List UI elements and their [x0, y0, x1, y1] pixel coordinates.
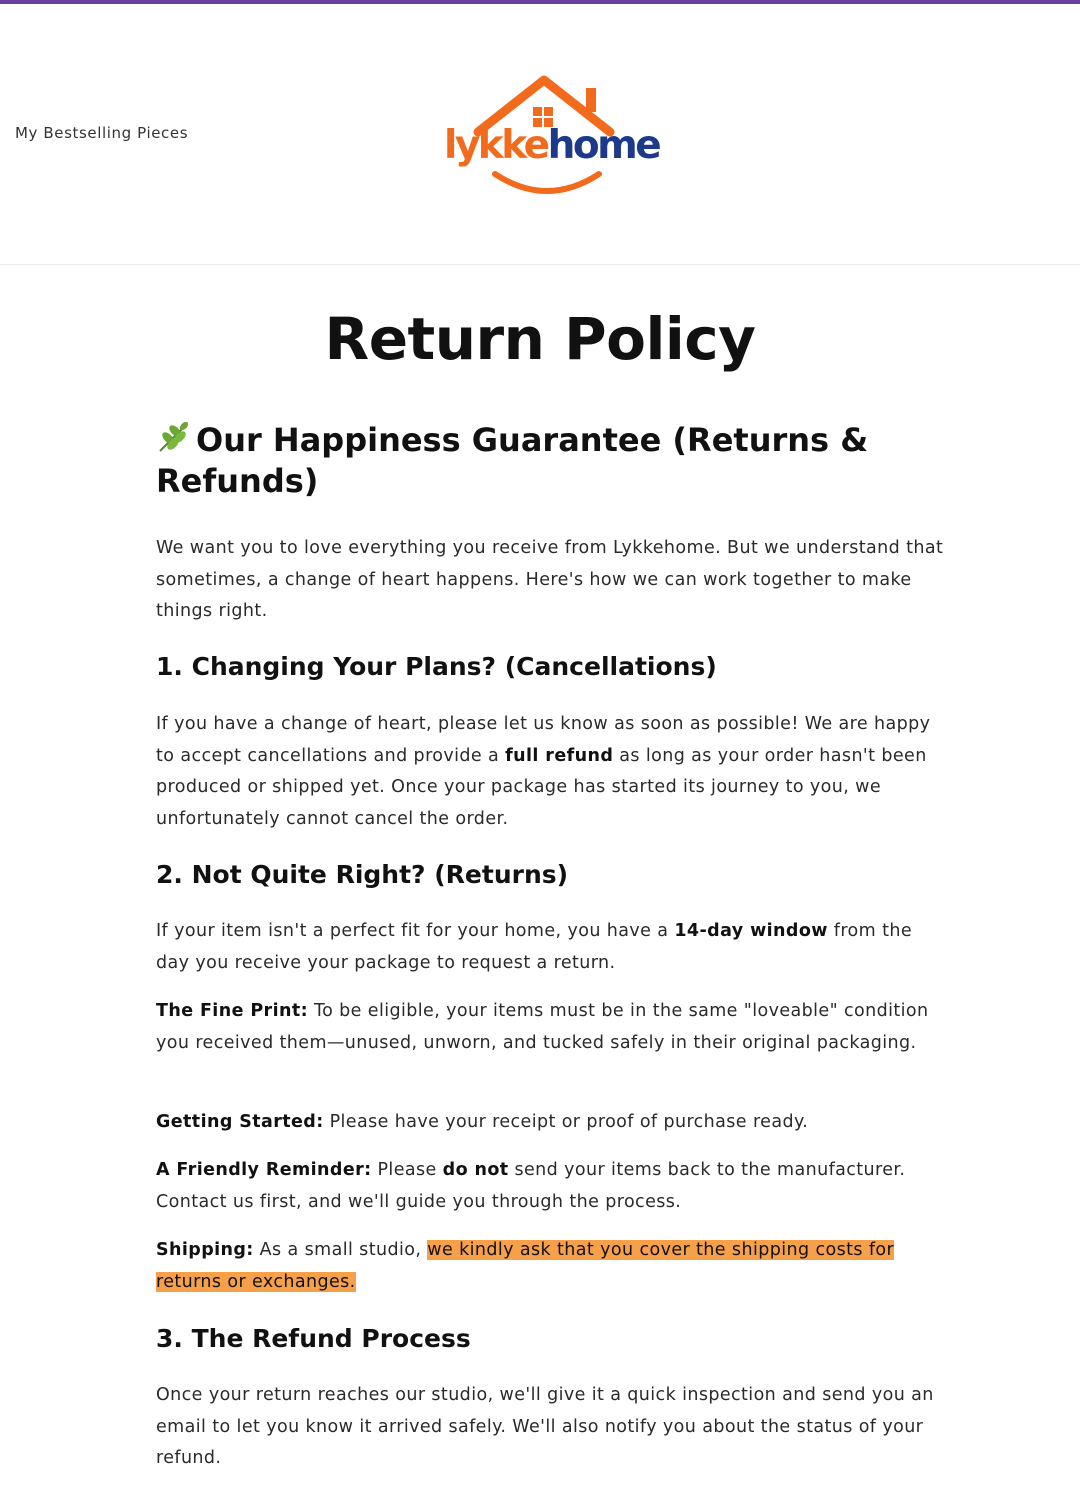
section3-paragraph: Once your return reaches our studio, we'll give it a quick inspection and send you an email to let you know it arrived safely. We'll also notify you about the status of your refund.	[156, 1385, 934, 1468]
getting-started-paragraph: Getting Started: Please have your receipt or proof of purchase ready.	[156, 1112, 809, 1132]
section2-heading-block	[156, 859, 946, 891]
guarantee-intro-block	[156, 533, 946, 628]
guarantee-intro: We want you to love everything you receive from Lykkehome. But we understand that sometimes, a change of heart happens. Here's how we can work together to make things right.	[156, 538, 944, 621]
fine-print-paragraph: The Fine Print: To be eligible, your items must be in the same "loveable" condition you received them—unused, unworn, and tucked safely in their original packaging.	[156, 1001, 929, 1053]
section1-paragraph: If you have a change of heart, please let us know as soon as possible! We are happy to accept cancellations and provide a full refund as long as your order hasn't been produced or shipped yet. Once your package has started its journey to you, we unfortunately cannot cancel the order.	[156, 714, 931, 829]
fine-print-block	[156, 996, 946, 1059]
site-logo[interactable]	[440, 70, 660, 195]
nav-link-bestselling[interactable]: My Bestselling Pieces	[15, 124, 189, 142]
section2-intro: If your item isn't a perfect fit for your home, you have a 14-day window from the day you receive your package to request a return.	[156, 921, 912, 973]
shipping-paragraph: Shipping: As a small studio, we kindly ask that you cover the shipping costs for returns or exchanges.	[156, 1240, 895, 1292]
section2-intro-block	[156, 916, 946, 979]
section3-heading-block	[156, 1323, 946, 1355]
getting-started-block	[156, 1107, 946, 1139]
guarantee-heading: Our Happiness Guarantee (Returns & Refunds)	[156, 421, 869, 500]
shipping-highlight: we kindly ask that you cover the shipping costs for returns or exchanges.	[156, 1240, 895, 1292]
reminder-block	[156, 1155, 946, 1218]
guarantee-heading-block	[156, 420, 946, 502]
shipping-block	[156, 1235, 946, 1298]
site-header	[0, 4, 1080, 265]
section3-body-block	[156, 1380, 946, 1475]
leaf-icon	[156, 420, 190, 454]
logo-wordmark: lykkehome	[444, 123, 660, 168]
reminder-paragraph: A Friendly Reminder: Please do not send your items back to the manufacturer. Contact us first, and we'll guide you through the process.	[156, 1160, 906, 1212]
section1-heading-block	[156, 651, 946, 683]
section1-body-block	[156, 709, 946, 835]
section1-heading: 1. Changing Your Plans? (Cancellations)	[156, 652, 717, 681]
section3-heading: 3. The Refund Process	[156, 1324, 471, 1353]
page-title: Return Policy	[324, 305, 756, 373]
section2-heading: 2. Not Quite Right? (Returns)	[156, 860, 569, 889]
